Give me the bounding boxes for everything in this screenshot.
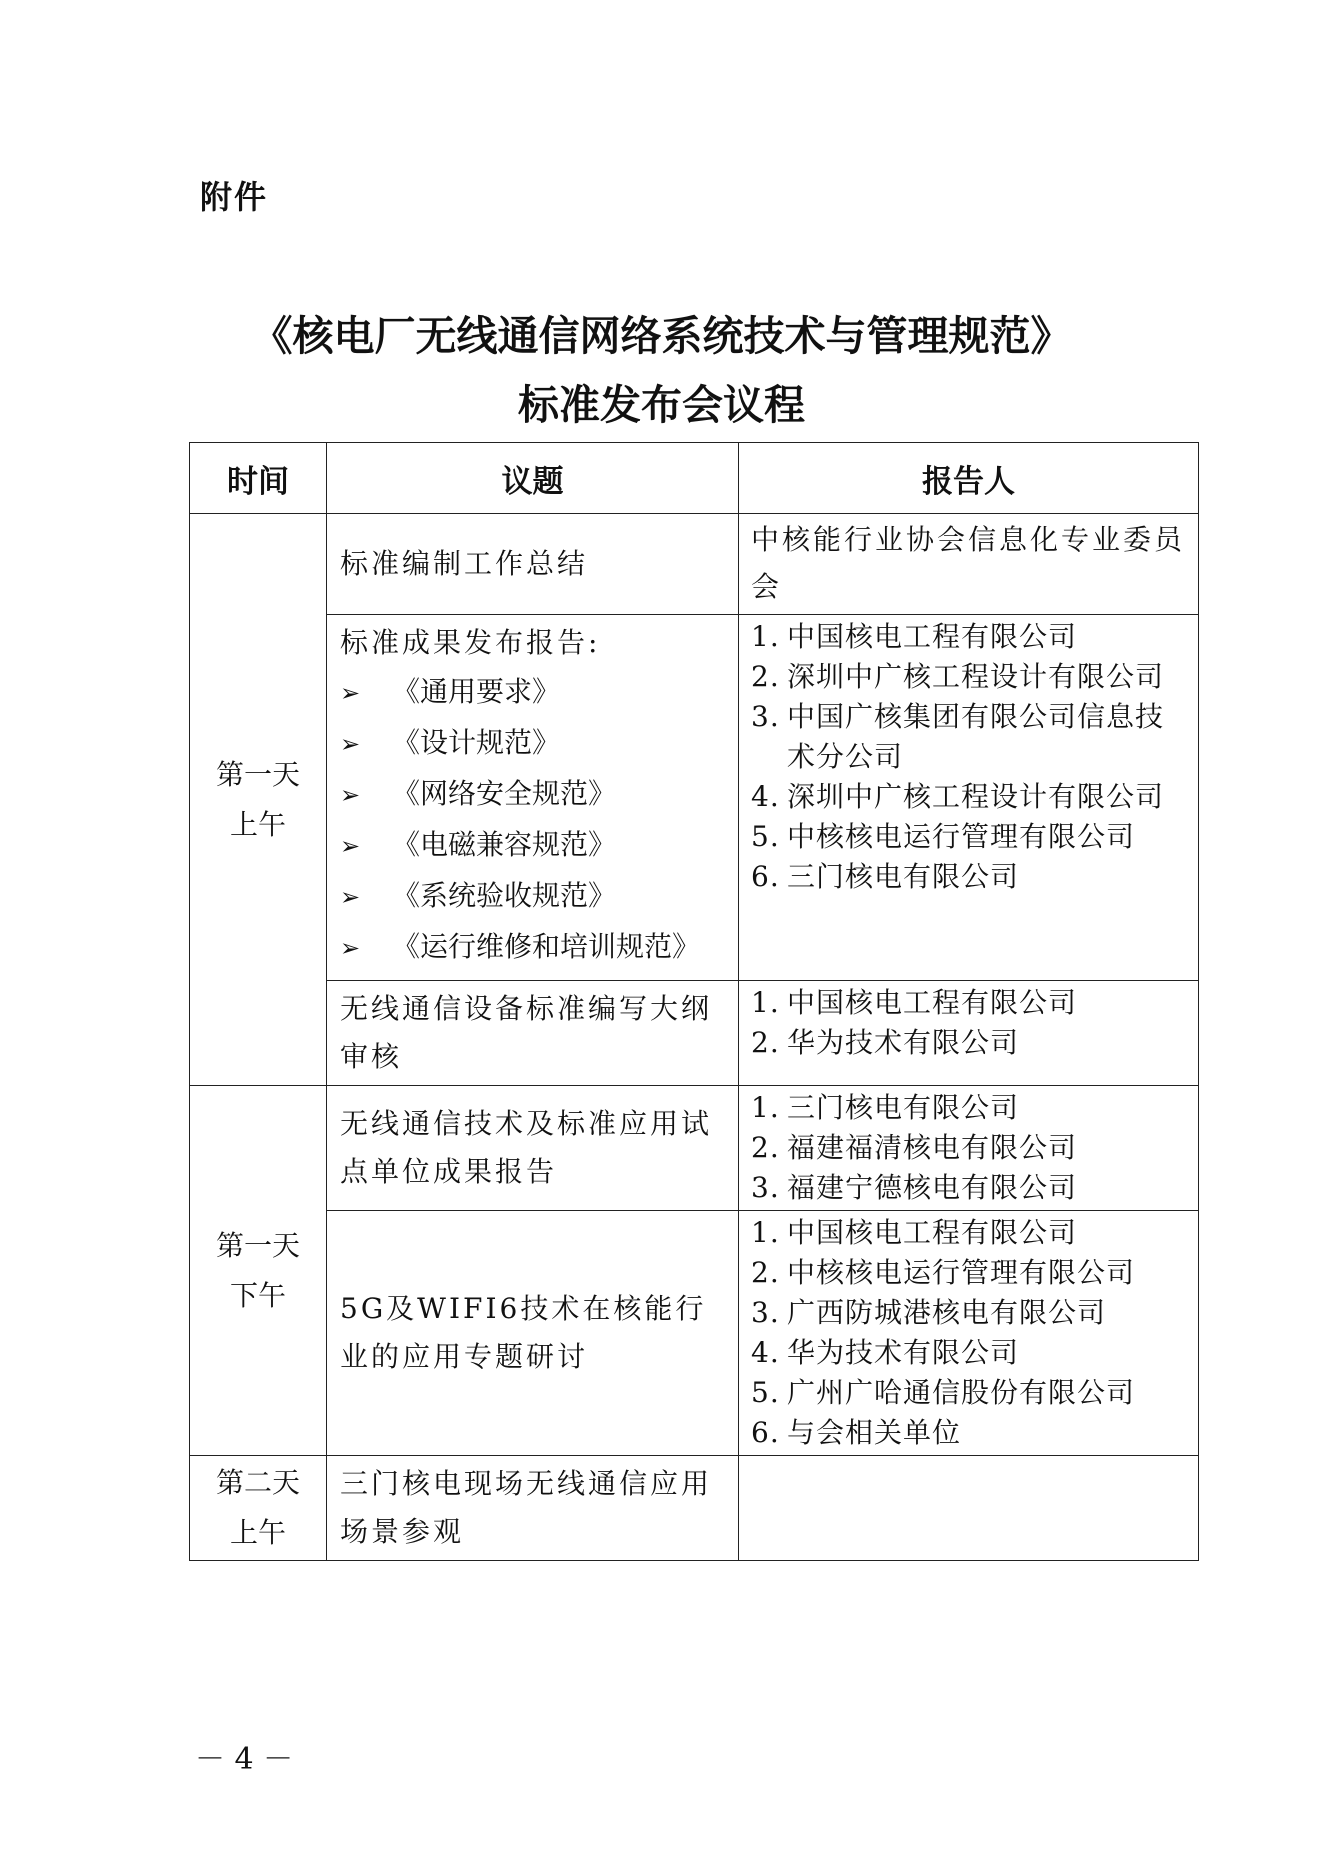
time-day: 第一天	[215, 1228, 300, 1262]
table-row	[190, 1211, 1199, 1456]
table-row	[190, 981, 1199, 1086]
time-cell-day2-morning	[190, 1456, 327, 1561]
list-item: 1. 中国核电工程有限公司	[751, 620, 1078, 653]
list-item: 2. 中核核电运行管理有限公司	[751, 1256, 1136, 1289]
arrow-bullet-icon: ➢	[340, 832, 361, 860]
speaker-cell	[739, 615, 1199, 981]
list-item: 1. 三门核电有限公司	[751, 1091, 1020, 1124]
list-item: 4. 深圳中广核工程设计有限公司	[751, 780, 1165, 813]
time-period: 上午	[229, 807, 286, 841]
list-item: 5. 中核核电运行管理有限公司	[751, 820, 1136, 853]
list-item: ➢ 《电磁兼容规范》	[340, 820, 730, 871]
list-item: 2. 华为技术有限公司	[751, 1026, 1020, 1059]
speaker-cell	[739, 1211, 1199, 1456]
arrow-bullet-icon: ➢	[340, 679, 361, 707]
table-row	[190, 1456, 1199, 1561]
topic-cell: 标准编制工作总结	[327, 514, 739, 615]
time-period: 下午	[229, 1278, 286, 1312]
arrow-bullet-icon: ➢	[340, 883, 361, 911]
list-item: 2. 深圳中广核工程设计有限公司	[751, 660, 1165, 693]
arrow-bullet-icon: ➢	[340, 730, 361, 758]
document-subtitle: 标准发布会议程	[518, 381, 805, 429]
time-day: 第二天	[215, 1466, 300, 1499]
table-row	[190, 615, 1199, 981]
list-item: 3. 福建宁德核电有限公司	[751, 1171, 1078, 1204]
list-item: 5. 广州广哈通信股份有限公司	[751, 1376, 1136, 1409]
table-header-row	[190, 443, 1199, 514]
time-period: 上午	[229, 1516, 286, 1549]
list-item: 3. 中国广核集团有限公司信息技术分公司	[751, 700, 1165, 773]
list-item: 2. 福建福清核电有限公司	[751, 1131, 1078, 1164]
speaker-cell	[739, 981, 1199, 1086]
agenda-table	[189, 442, 1199, 1561]
page-number: － 4 －	[195, 1742, 294, 1777]
speaker-cell	[739, 1086, 1199, 1211]
list-item: 1. 中国核电工程有限公司	[751, 1216, 1078, 1249]
list-item: 6. 三门核电有限公司	[751, 860, 1020, 893]
list-item: ➢ 《系统验收规范》	[340, 871, 730, 922]
topic-intro: 标准成果发布报告:	[340, 626, 601, 659]
arrow-bullet-icon: ➢	[340, 934, 361, 962]
list-item: ➢ 《网络安全规范》	[340, 769, 730, 820]
time-cell-day1-morning	[190, 514, 327, 1086]
time-day: 第一天	[215, 757, 300, 791]
speaker-cell	[739, 1456, 1199, 1561]
attachment-label: 附件	[200, 178, 269, 216]
topic-cell: 三门核电现场无线通信应用场景参观	[327, 1456, 739, 1561]
time-cell-day1-afternoon	[190, 1086, 327, 1456]
document-title: 《核电厂无线通信网络系统技术与管理规范》	[251, 312, 1072, 360]
header-speaker: 报告人	[739, 443, 1199, 514]
table-row	[190, 514, 1199, 615]
list-item: ➢ 《运行维修和培训规范》	[340, 922, 730, 973]
list-item: ➢ 《通用要求》	[340, 667, 730, 718]
topic-cell	[327, 615, 739, 981]
header-time: 时间	[190, 443, 327, 514]
header-topic: 议题	[327, 443, 739, 514]
list-item: 1. 中国核电工程有限公司	[751, 986, 1078, 1019]
list-item: 4. 华为技术有限公司	[751, 1336, 1020, 1369]
table-row	[190, 1086, 1199, 1211]
topic-cell: 5G及WIFI6技术在核能行业的应用专题研讨	[327, 1211, 739, 1456]
list-item: ➢ 《设计规范》	[340, 718, 730, 769]
speaker-cell: 中核能行业协会信息化专业委员会	[739, 514, 1199, 615]
topic-cell: 无线通信技术及标准应用试点单位成果报告	[327, 1086, 739, 1211]
list-item: 3. 广西防城港核电有限公司	[751, 1296, 1107, 1329]
list-item: 6. 与会相关单位	[751, 1416, 962, 1449]
arrow-bullet-icon: ➢	[340, 781, 361, 809]
topic-cell: 无线通信设备标准编写大纲审核	[327, 981, 739, 1086]
